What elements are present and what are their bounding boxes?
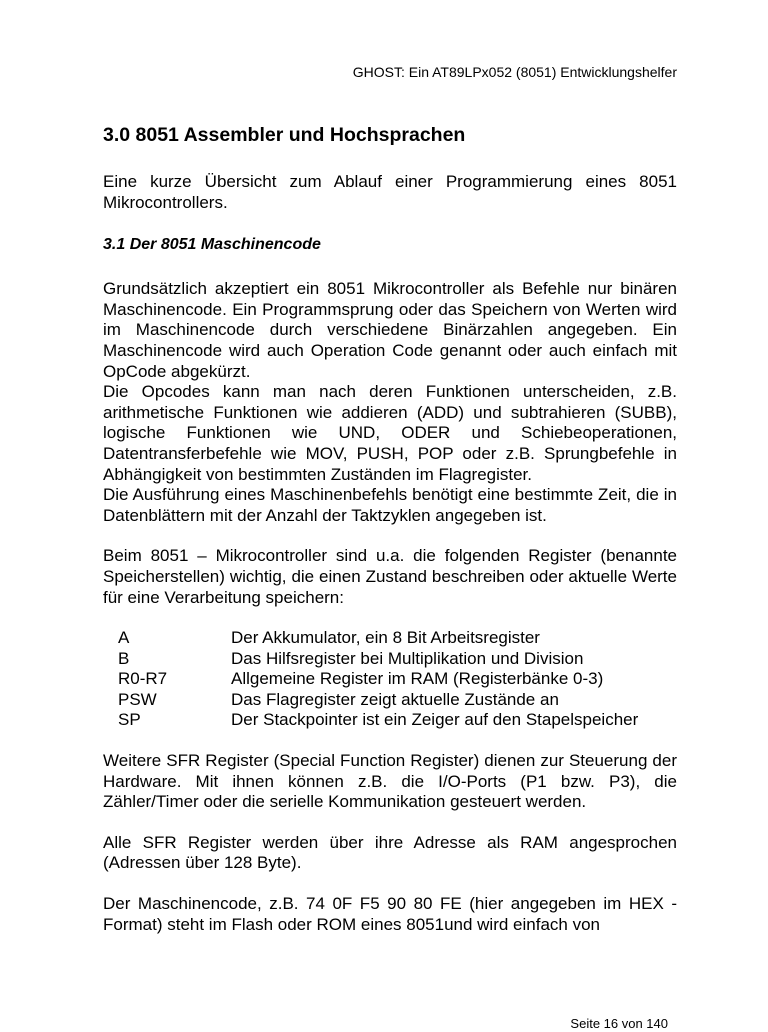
register-row bbox=[118, 649, 677, 670]
register-description: Der Stackpointer ist ein Zeiger auf den Stapelspeicher bbox=[231, 710, 639, 730]
register-description: Das Hilfsregister bei Multiplikation und Division bbox=[231, 648, 584, 668]
register-row bbox=[118, 628, 677, 649]
register-row bbox=[118, 690, 677, 711]
register-description: Allgemeine Register im RAM (Registerbänke 0-3) bbox=[231, 669, 604, 689]
register-row bbox=[118, 669, 677, 690]
page-content bbox=[103, 122, 677, 935]
paragraph-opcodes: Die Opcodes kann man nach deren Funktionen unterscheiden, z.B. arithmetische Funktionen wie addieren (ADD) und subtrahieren (SUBB), logische Funktionen wie UND, ODER und Schiebeoperationen, Datentransferbefehle wie MOV, PUSH, POP oder z.B. Sprungbefehle in Abhängigkeit von bestimmten Zuständen im Flagregister. bbox=[103, 382, 677, 484]
paragraph-machinecode-example: Der Maschinencode, z.B. 74 0F F5 90 80 FE (hier angegeben im HEX - Format) steht im Flash oder ROM eines 8051und wird einfach von bbox=[103, 894, 677, 934]
paragraph-execution-time: Die Ausführung eines Maschinenbefehls benötigt eine bestimmte Zeit, die in Datenblättern mit der Anzahl der Taktzyklen angegeben ist. bbox=[103, 485, 677, 525]
section-title: 3.1 Der 8051 Maschinencode bbox=[103, 236, 321, 254]
register-name: A bbox=[118, 628, 130, 648]
register-name: R0-R7 bbox=[118, 669, 168, 689]
paragraph-registers-intro: Beim 8051 – Mikrocontroller sind u.a. die folgenden Register (benannte Speicherstellen) wichtig, die einen Zustand beschreiben oder aktuelle Werte für eine Verarbeitung speichern: bbox=[103, 546, 677, 607]
intro-paragraph: Eine kurze Übersicht zum Ablauf einer Programmierung eines 8051 Mikrocontrollers. bbox=[103, 172, 677, 212]
running-header: GHOST: Ein AT89LPx052 (8051) Entwicklungshelfer bbox=[352, 64, 677, 80]
paragraph-sfr-registers: Weitere SFR Register (Special Function Register) dienen zur Steuerung der Hardware. Mit ihnen können z.B. die I/O-Ports (P1 bzw. P3), die Zähler/Timer oder die serielle Kommunikation gesteuert werden. bbox=[103, 751, 677, 812]
register-name: SP bbox=[118, 710, 141, 730]
register-list bbox=[118, 628, 677, 731]
register-name: B bbox=[118, 648, 130, 668]
paragraph-machinecode: Grundsätzlich akzeptiert ein 8051 Mikrocontroller als Befehle nur binären Maschinencode. Ein Programmsprung oder das Speichern von Werten wird im Maschinencode durch verschiedene Binärzahlen angegeben. Ein Maschinencode wird auch Operation Code genannt oder auch einfach mit OpCode abgekürzt. bbox=[103, 279, 677, 381]
register-description: Der Akkumulator, ein 8 Bit Arbeitsregister bbox=[231, 628, 540, 648]
paragraph-sfr-addressing: Alle SFR Register werden über ihre Adresse als RAM angesprochen (Adressen über 128 Byte). bbox=[103, 832, 677, 873]
chapter-title: 3.0 8051 Assembler und Hochsprachen bbox=[103, 124, 466, 146]
register-row bbox=[118, 710, 677, 731]
page-number: Seite 16 von 140 bbox=[570, 1016, 668, 1031]
register-name: PSW bbox=[118, 689, 157, 709]
register-description: Das Flagregister zeigt aktuelle Zustände an bbox=[231, 689, 559, 709]
